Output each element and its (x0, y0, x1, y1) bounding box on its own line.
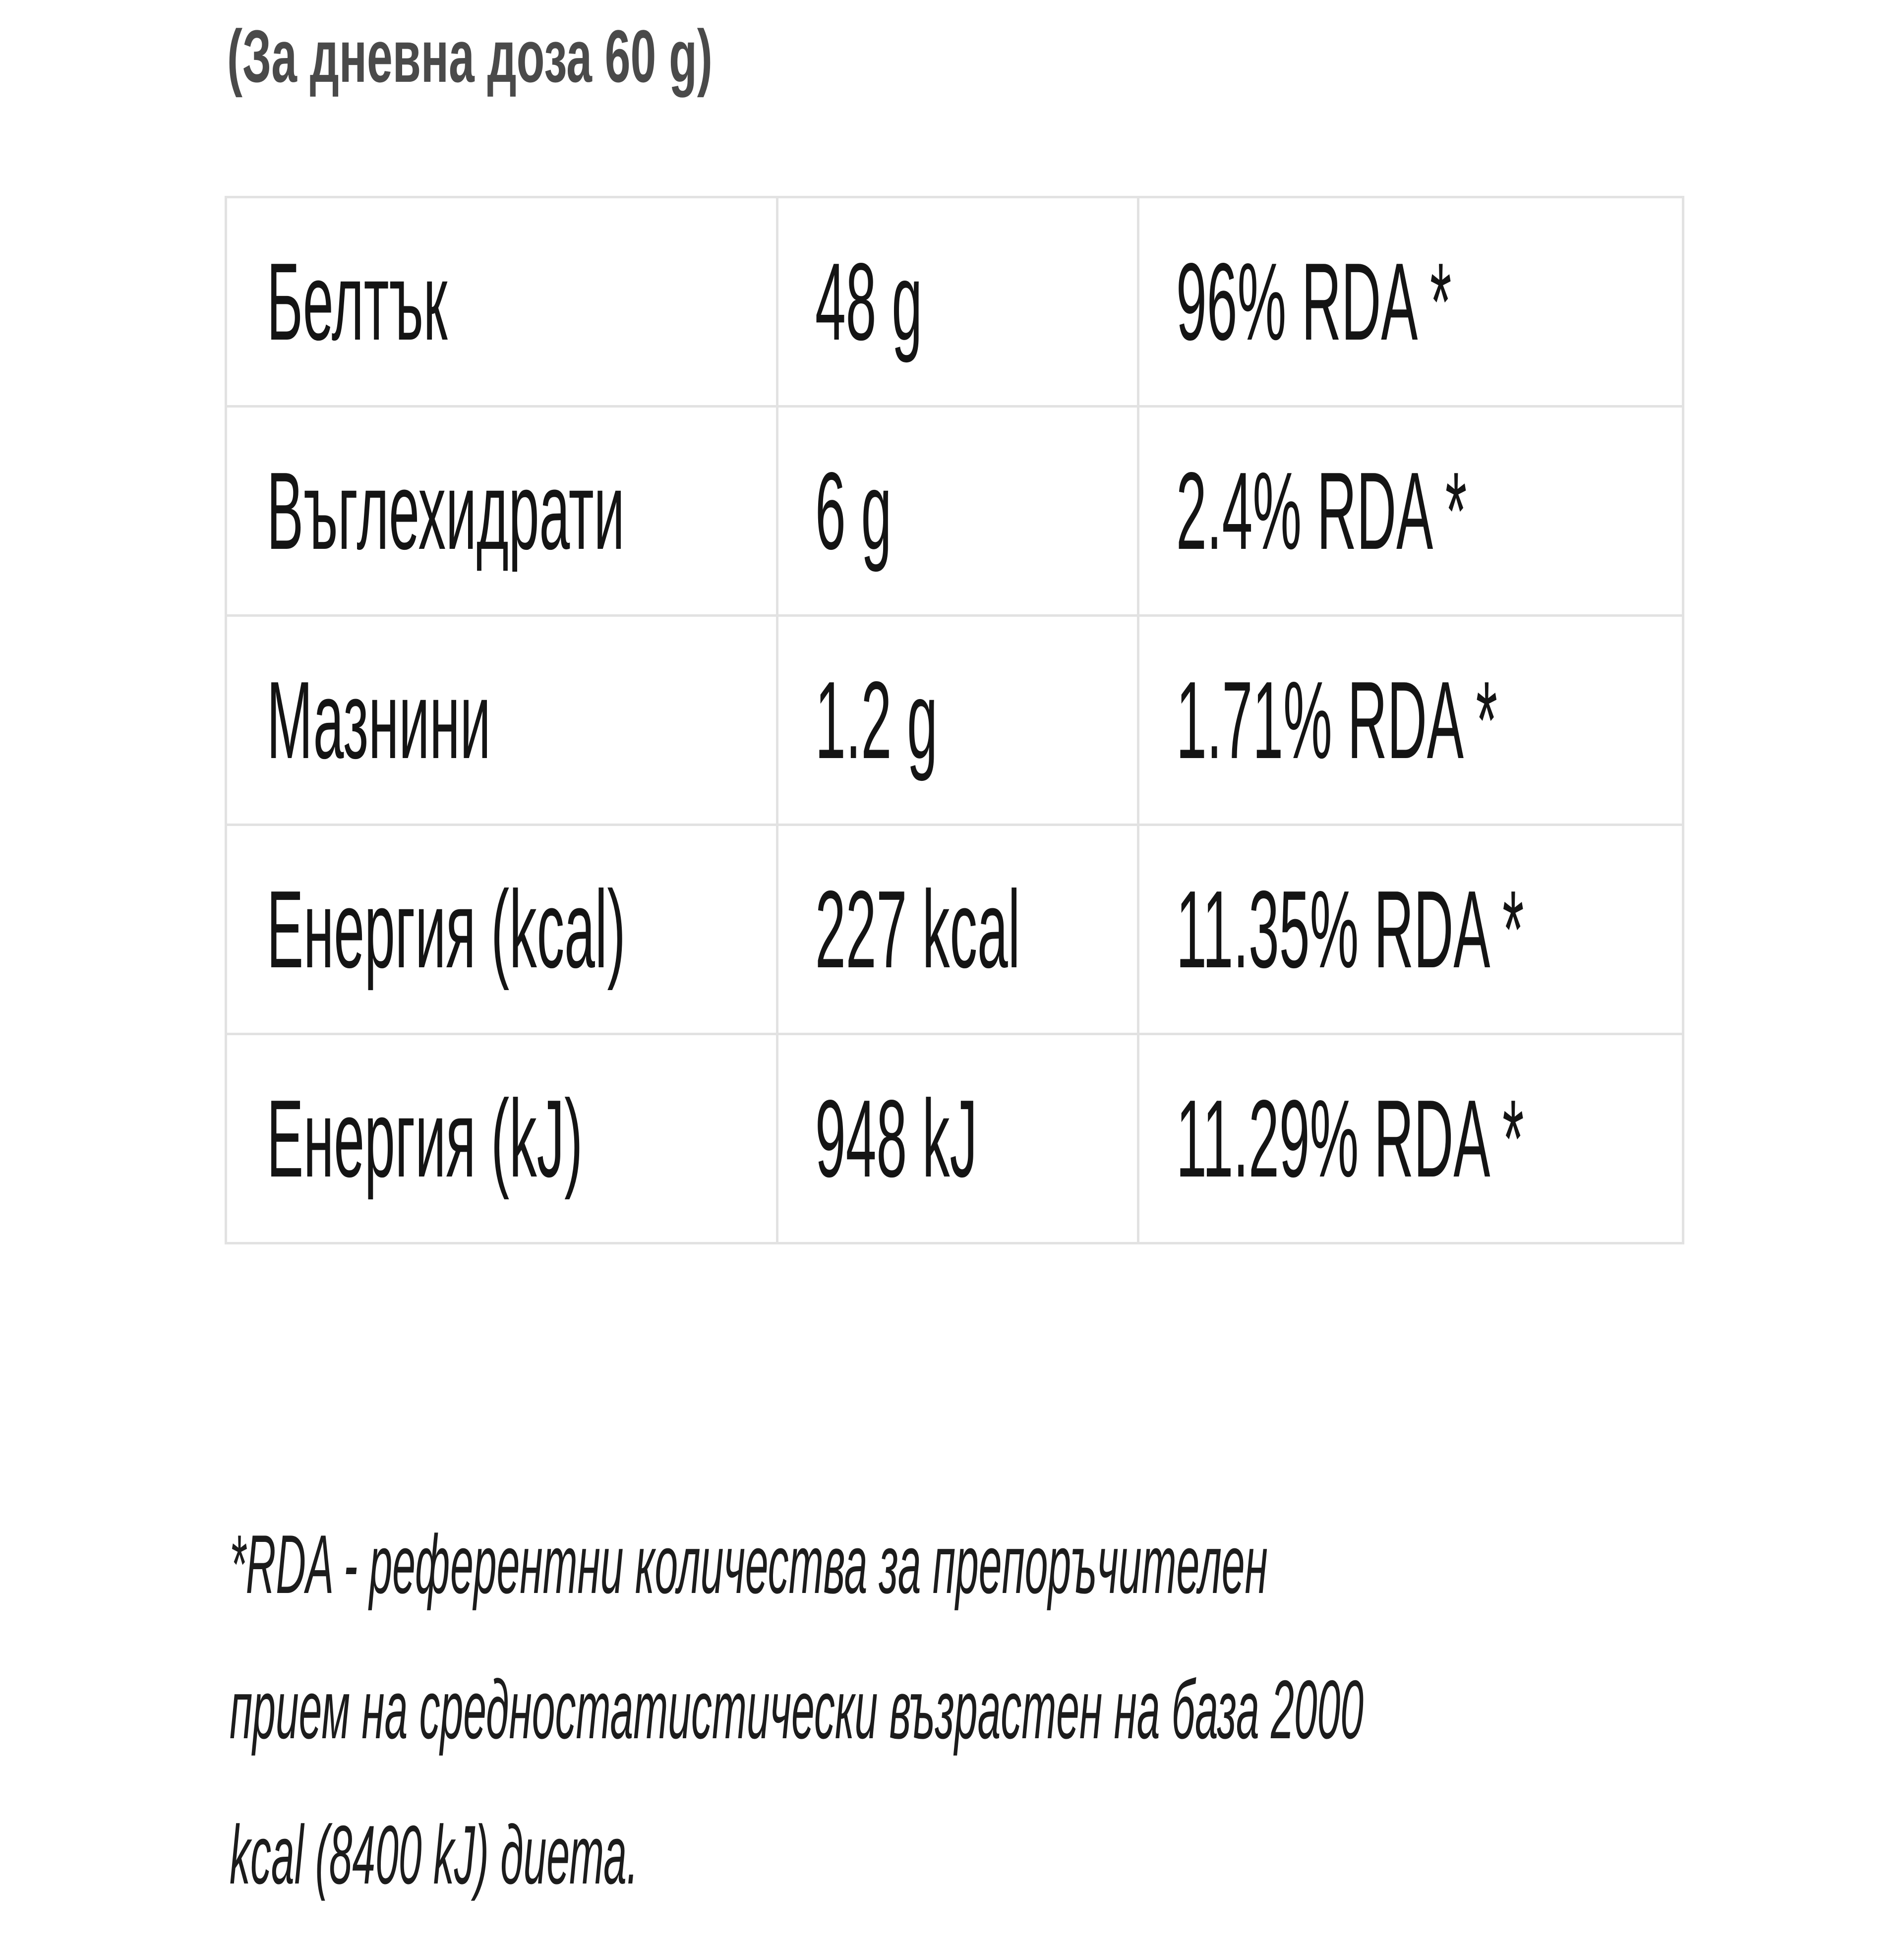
nutrient-amount: 227 kcal (815, 868, 1020, 991)
table-row-energy-kcal (226, 825, 1683, 1034)
nutrient-name: Мазнини (267, 658, 491, 782)
footnote-text: *RDA - референтни количества за препоръчителен (230, 1518, 1268, 1611)
nutrient-rda-cell (1138, 616, 1683, 825)
nutrient-name: Енергия (kJ) (267, 1077, 583, 1200)
nutrient-name-cell (226, 197, 777, 407)
nutrient-rda-cell (1138, 825, 1683, 1034)
nutrient-rda: 96% RDA * (1176, 240, 1452, 363)
serving-size-text: (За дневна доза 60 g) (227, 14, 713, 98)
nutrient-amount-cell (777, 407, 1138, 616)
nutrient-rda: 1.71% RDA * (1176, 658, 1497, 782)
footnote-line (230, 1652, 1717, 1798)
nutrient-amount-cell (777, 197, 1138, 407)
nutrient-name: Въглехидрати (267, 449, 625, 573)
rda-footnote (230, 1507, 1717, 1943)
nutrient-name: Белтък (267, 240, 448, 363)
table-row-fats (226, 616, 1683, 825)
nutrient-rda: 11.29% RDA * (1176, 1077, 1524, 1200)
footnote-text: прием на средностатистически възрастен на база 2000 (230, 1663, 1364, 1756)
nutrition-table (225, 196, 1684, 1244)
nutrient-rda: 11.35% RDA * (1176, 868, 1524, 991)
nutrient-name-cell (226, 407, 777, 616)
nutrient-amount: 6 g (815, 449, 892, 573)
nutrient-name-cell (226, 616, 777, 825)
nutrient-name-cell (226, 825, 777, 1034)
table-row-protein (226, 197, 1683, 407)
nutrient-rda-cell (1138, 1034, 1683, 1243)
nutrient-amount-cell (777, 825, 1138, 1034)
serving-size-header (227, 14, 1010, 98)
nutrient-rda: 2.4% RDA * (1176, 449, 1467, 573)
nutrient-name-cell (226, 1034, 777, 1243)
nutrient-rda-cell (1138, 197, 1683, 407)
table-row-energy-kj (226, 1034, 1683, 1243)
nutrient-rda-cell (1138, 407, 1683, 616)
nutrient-amount: 948 kJ (815, 1077, 978, 1200)
nutrient-amount: 48 g (815, 240, 923, 363)
footnote-line (230, 1798, 1717, 1943)
footnote-line (230, 1507, 1717, 1652)
nutrient-amount-cell (777, 1034, 1138, 1243)
table-row-carbohydrates (226, 407, 1683, 616)
nutrient-amount: 1.2 g (815, 658, 938, 782)
footnote-text: kcal (8400 kJ) диета. (230, 1808, 639, 1901)
nutrient-amount-cell (777, 616, 1138, 825)
nutrient-name: Енергия (kcal) (267, 868, 626, 991)
